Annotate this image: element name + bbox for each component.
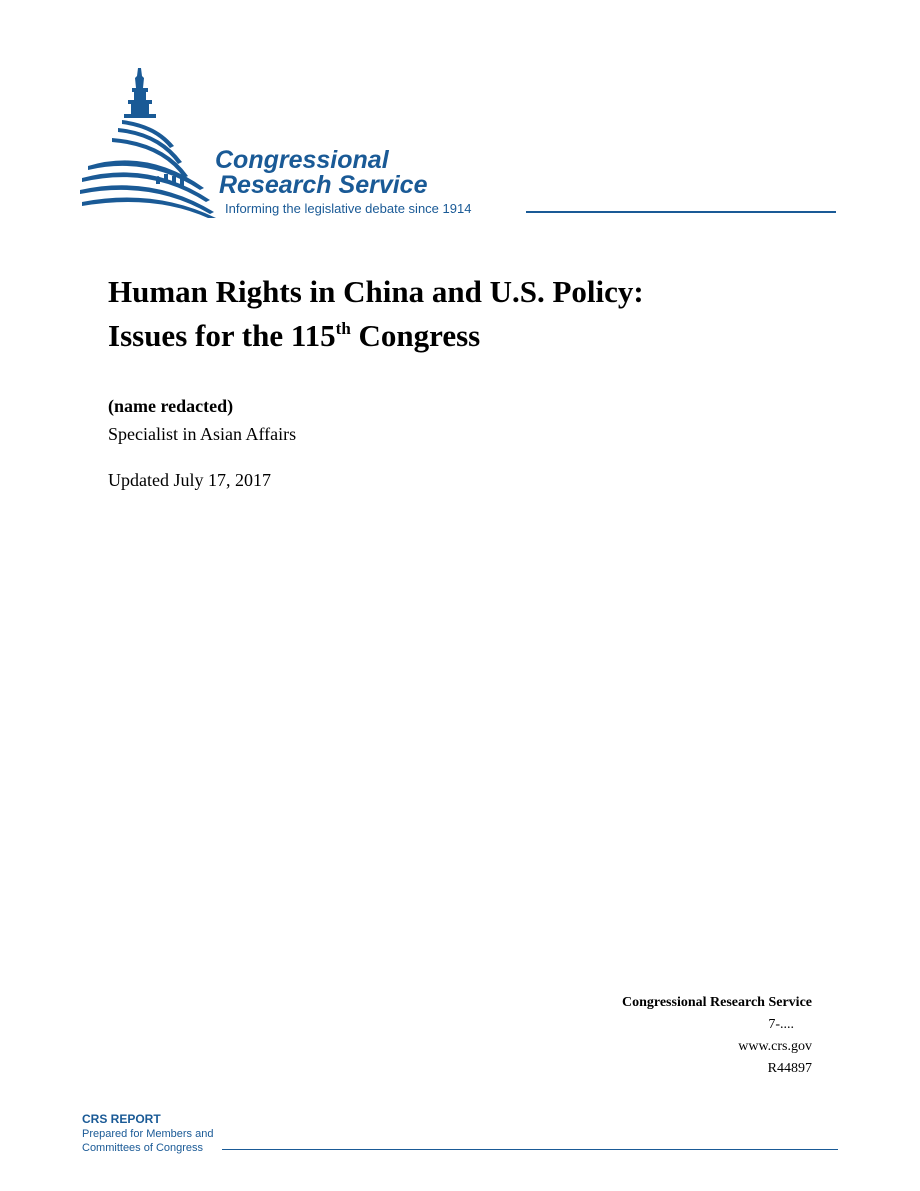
- title-ordinal-suffix: th: [335, 319, 351, 338]
- footer-committees: Committees of Congress: [82, 1142, 204, 1154]
- header-rule: [526, 211, 836, 213]
- crs-logo: [78, 66, 838, 222]
- logo-wordmark-line1: Congressional: [215, 146, 389, 174]
- footer-rule: [222, 1149, 838, 1150]
- crs-org-name: Congressional Research Service: [621, 995, 812, 1010]
- crs-phone: 7-....: [768, 1017, 794, 1032]
- title-line1: Human Rights in China and U.S. Policy:: [108, 274, 644, 309]
- footer-crs-report: CRS REPORT: [82, 1112, 161, 1126]
- capitol-dome-icon: [78, 66, 218, 218]
- logo-tagline: Informing the legislative debate since 1914: [225, 201, 472, 216]
- footer-prepared-for: Prepared for Members and: [82, 1128, 214, 1140]
- author-name: (name redacted): [108, 396, 234, 416]
- footer: [82, 1112, 838, 1156]
- updated-date: Updated July 17, 2017: [108, 470, 271, 490]
- crs-report-number: R44897: [767, 1061, 812, 1076]
- crs-contact-block: [492, 992, 812, 1080]
- crs-website: www.crs.gov: [738, 1039, 812, 1054]
- report-title: [108, 270, 828, 358]
- title-line2-pre: Issues for the 115: [108, 318, 336, 353]
- logo-wordmark-line2: Research Service: [219, 171, 428, 199]
- title-line2-post: Congress: [350, 318, 481, 353]
- author-role: Specialist in Asian Affairs: [108, 424, 297, 444]
